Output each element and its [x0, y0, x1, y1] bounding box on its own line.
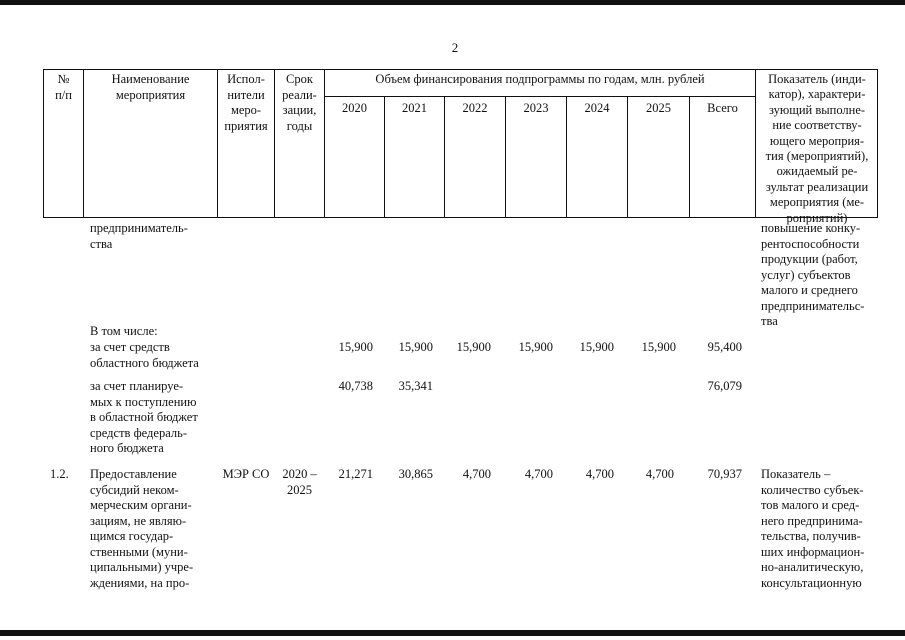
federal-value-2020: 40,738	[338, 379, 373, 393]
regional-value-total: 95,400	[707, 340, 742, 354]
item-event-name: Предоставление субсидий неком- мерческим органи- зациям, не являю- щимся государ- ственными (муни- ципальными) учре- ждениями, на про-	[90, 467, 194, 590]
item-value-2021: 30,865	[398, 467, 433, 481]
item-value-2024: 4,700	[585, 467, 614, 481]
including-label: В том числе:	[90, 324, 158, 338]
continued-event-name: предприниматель- ства	[90, 221, 188, 251]
top-border	[0, 0, 905, 5]
bottom-border	[0, 630, 905, 636]
header-year-2021: 2021	[402, 101, 427, 115]
header-event-name: Наименование мероприятия	[111, 72, 190, 102]
item-value-2023: 4,700	[524, 467, 553, 481]
continued-indicator: повышение конку- рентоспособности продукции (работ, услуг) субъектов малого и среднего предпринимательс- тва	[761, 221, 865, 328]
header-year-2020: 2020	[342, 101, 367, 115]
header-total: Всего	[707, 101, 738, 115]
header-executors: Испол- нители меро- приятия	[224, 72, 268, 133]
header-term: Срок реали- зации, годы	[282, 72, 317, 133]
regional-budget-label: за счет средств областного бюджета	[90, 340, 199, 370]
header-year-2023: 2023	[523, 101, 549, 115]
regional-value-2023: 15,900	[518, 340, 553, 354]
item-indicator: Показатель – количество субъек- тов малого и сред- него предпринима- тельства, получив- ших информацион- но-аналитическую, консультационную	[761, 467, 865, 590]
federal-budget-label: за счет планируе- мых к поступлению в областной бюджет средств федераль- ного бюджета	[90, 379, 198, 455]
regional-value-2025: 15,900	[641, 340, 676, 354]
header-year-2025: 2025	[646, 101, 671, 115]
item-number: 1.2.	[50, 467, 69, 481]
header-funding: Объем финансирования подпрограммы по годам, млн. рублей	[375, 72, 705, 86]
item-value-2020: 21,271	[338, 467, 373, 481]
regional-value-2022: 15,900	[456, 340, 491, 354]
federal-value-total: 76,079	[707, 379, 742, 393]
header-year-2022: 2022	[462, 101, 488, 115]
header-year-2024: 2024	[584, 101, 610, 115]
federal-value-2021: 35,341	[398, 379, 433, 393]
regional-value-2021: 15,900	[398, 340, 433, 354]
regional-value-2020: 15,900	[338, 340, 373, 354]
page-number: 2	[451, 40, 459, 55]
item-term: 2020 – 2025	[282, 467, 317, 497]
regional-value-2024: 15,900	[579, 340, 614, 354]
item-value-2025: 4,700	[645, 467, 674, 481]
item-value-2022: 4,700	[462, 467, 491, 481]
item-executor: МЭР СО	[222, 467, 270, 481]
header-number: № п/п	[55, 72, 72, 102]
header-indicator: Показатель (инди- катор), характери- зующий выполне- ние соответству- ющего мероприя- тия (мероприятий), ожидаемый ре- зультат реализации мероприятия (ме- роприятий)	[765, 72, 869, 225]
item-value-total: 70,937	[707, 467, 742, 481]
